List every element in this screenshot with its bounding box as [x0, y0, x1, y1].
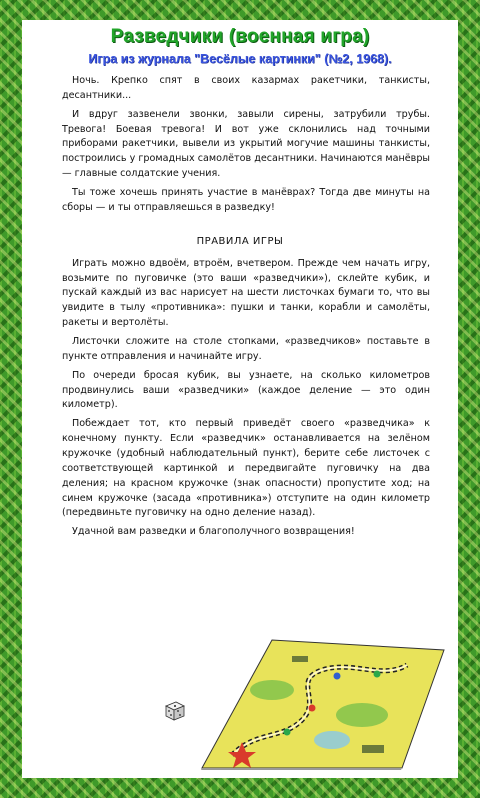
rules-text	[22, 257, 458, 540]
document-page	[22, 20, 458, 778]
page-subtitle: Игра из журнала "Весёлые картинки" (№2, 1968).	[88, 52, 392, 66]
intro-paragraph: И вдруг зазвенели звонки, завыли сирены, затрубили трубы. Тревога! Боевая тревога! И вот уже склонились над точными приборами ракетчики, вывели из укрытий могучие машины танкисты, построились у громадных самолётов десантники. Начинаются манёвры — главные солдатские учения.	[62, 108, 430, 180]
intro-paragraph: Ты тоже хочешь принять участие в манёврах? Тогда две минуты на сборы — и ты отправляешься в разведку!	[62, 187, 430, 213]
game-board-illustration	[162, 620, 452, 770]
page-title: Разведчики (военная игра)	[110, 26, 370, 47]
intro-text	[22, 74, 458, 216]
rules-paragraph: Побеждает тот, кто первый приведёт своего «разведчика» к конечному пункту. Если «разведчик» останавливается на зелёном кружочке (удобный наблюдательный пункт), берите себе листочек с соответствующей картинкой и передвигайте пуговичку на два деления; на красном кружочке (знак опасности) пропустите ход; на синем кружочке (засада «противника») отступите на один километр (передвиньте пуговичку на одно деление назад).	[62, 418, 430, 519]
rules-heading: ПРАВИЛА ИГРЫ	[196, 235, 284, 247]
rules-paragraph: Удачной вам разведки и благополучного возвращения!	[72, 526, 355, 538]
intro-paragraph: Ночь. Крепко спят в своих казармах ракетчики, танкисты, десантники...	[62, 75, 430, 101]
rules-paragraph: Листочки сложите на столе стопками, «разведчиков» поставьте в пункте отправления и начинайте игру.	[62, 336, 430, 362]
rules-paragraph: Играть можно вдвоём, втроём, вчетвером. Прежде чем начать игру, возьмите по пуговичке (это ваши «разведчики»), склейте кубик, и пускай каждый из вас нарисует на шести листочках бумаги то, что вы увидите в тылу «противника»: пушки и танки, корабли и самолёты, ракеты и вертолёты.	[62, 257, 430, 329]
rules-paragraph: По очереди бросая кубик, вы узнаете, на сколько километров продвинулись ваши «разведчики» (каждое деление — это один километр).	[62, 369, 430, 411]
